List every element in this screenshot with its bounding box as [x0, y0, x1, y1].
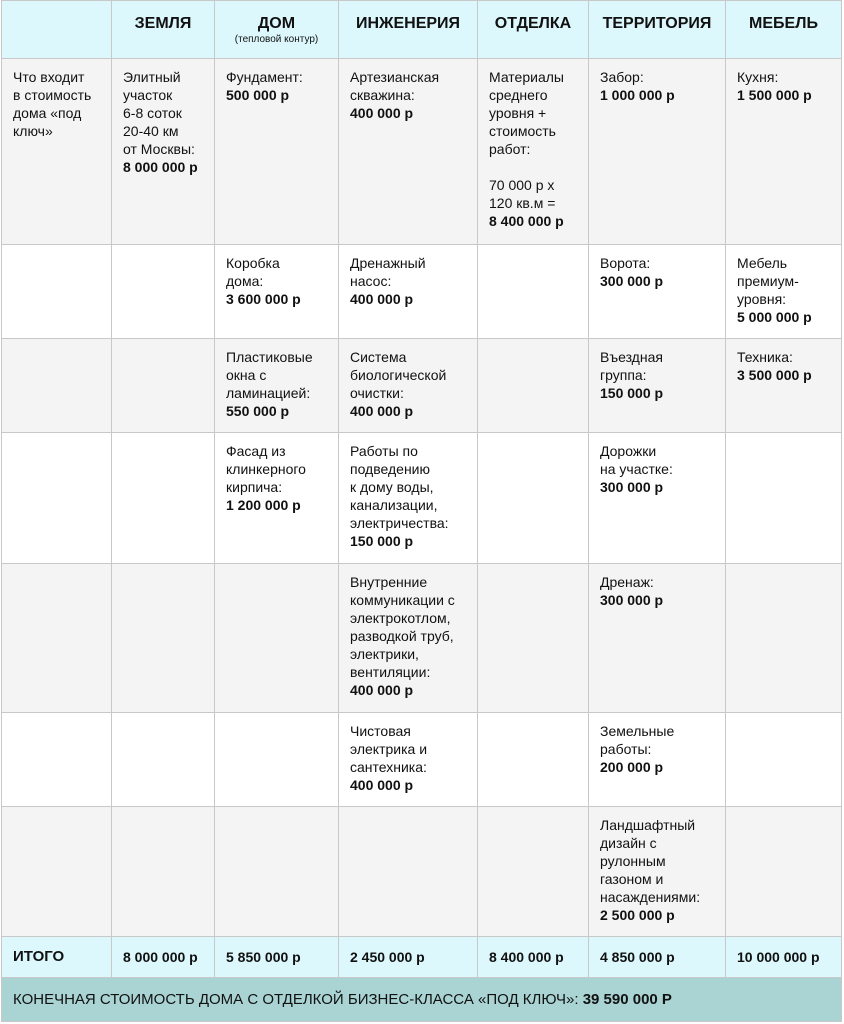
- engineering-cell: [339, 245, 478, 339]
- header-furniture-title: МЕБЕЛЬ: [749, 15, 818, 32]
- row-label-cell: [2, 564, 112, 713]
- engineering-cell: [339, 59, 478, 245]
- house-price: 550 000 р: [226, 403, 290, 419]
- final-cost-cell: [2, 978, 842, 1022]
- house-label: Фундамент:: [226, 69, 303, 85]
- land-cell: [112, 807, 215, 937]
- engineering-label: Внутренние коммуникации с электрокотлом, разводкой труб, электрики, вентиляции:: [350, 574, 455, 680]
- finishing-label: Материалы среднего уровня + стоимость работ:: [489, 69, 564, 157]
- house-price: 3 600 000 р: [226, 291, 301, 307]
- furniture-label: Кухня:: [737, 69, 779, 85]
- territory-cell: [589, 807, 726, 937]
- finishing-cell: [478, 433, 589, 564]
- land-cell: [112, 433, 215, 564]
- house-cell: [215, 59, 339, 245]
- territory-price: 200 000 р: [600, 759, 664, 775]
- total-finishing: 8 400 000 р: [478, 937, 589, 978]
- table-row: [2, 713, 842, 807]
- header-finishing: [478, 1, 589, 59]
- finishing-cell: [478, 807, 589, 937]
- territory-price: 300 000 р: [600, 479, 664, 495]
- territory-label: Дренаж:: [600, 574, 654, 590]
- total-engineering: 2 450 000 р: [339, 937, 478, 978]
- finishing-cell: [478, 564, 589, 713]
- engineering-cell: [339, 807, 478, 937]
- header-land-title: ЗЕМЛЯ: [134, 15, 192, 32]
- furniture-label: Техника:: [737, 349, 793, 365]
- furniture-cell: [726, 245, 842, 339]
- engineering-label: Чистовая электрика и сантехника:: [350, 723, 428, 775]
- total-furniture: 10 000 000 р: [726, 937, 842, 978]
- land-cell: [112, 713, 215, 807]
- row-label-cell: [2, 245, 112, 339]
- engineering-price: 400 000 р: [350, 291, 414, 307]
- header-finishing-title: ОТДЕЛКА: [494, 15, 572, 32]
- territory-label: Въездная группа:: [600, 349, 663, 383]
- land-label: Элитный участок 6-8 соток 20-40 км от Москвы:: [123, 69, 195, 157]
- table-row: [2, 564, 842, 713]
- finishing-gap: [489, 158, 578, 176]
- territory-label: Ландшафтный дизайн с рулонным газоном и насаждениями:: [600, 817, 701, 905]
- table-row: [2, 245, 842, 339]
- house-label: Пластиковые окна с ламинацией:: [226, 349, 313, 401]
- furniture-cell: [726, 433, 842, 564]
- land-price: 8 000 000 р: [123, 159, 198, 175]
- house-label: Коробка дома:: [226, 255, 280, 289]
- header-territory: [589, 1, 726, 59]
- total-territory: 4 850 000 р: [589, 937, 726, 978]
- furniture-cell: [726, 713, 842, 807]
- engineering-label: Артезианская скважина:: [350, 69, 440, 103]
- engineering-price: 400 000 р: [350, 105, 414, 121]
- land-cell: [112, 245, 215, 339]
- totals-row: [2, 937, 842, 978]
- header-engineering-title: ИНЖЕНЕРИЯ: [355, 15, 461, 32]
- territory-cell: [589, 245, 726, 339]
- header-row: [2, 1, 842, 59]
- totals-label: ИТОГО: [2, 937, 112, 978]
- final-cost-price: 39 590 000 Р: [582, 990, 672, 1008]
- engineering-price: 400 000 р: [350, 403, 414, 419]
- header-house-subtitle: (тепловой контур): [234, 34, 319, 45]
- furniture-price: 1 500 000 р: [737, 87, 812, 103]
- finishing-price: 8 400 000 р: [489, 213, 564, 229]
- furniture-price: 5 000 000 р: [737, 309, 812, 325]
- house-cell: [215, 807, 339, 937]
- engineering-price: 150 000 р: [350, 533, 414, 549]
- row-label-cell: [2, 807, 112, 937]
- house-price: 1 200 000 р: [226, 497, 301, 513]
- furniture-cell: [726, 59, 842, 245]
- territory-cell: [589, 59, 726, 245]
- engineering-label: Система биологической очистки:: [350, 349, 447, 401]
- engineering-cell: [339, 433, 478, 564]
- territory-label: Земельные работы:: [600, 723, 675, 757]
- final-cost-label: КОНЕЧНАЯ СТОИМОСТЬ ДОМА С ОТДЕЛКОЙ БИЗНЕС-КЛАССА «ПОД КЛЮЧ»:: [13, 990, 583, 1008]
- header-furniture: [726, 1, 842, 59]
- house-cell: [215, 245, 339, 339]
- final-cost-row: [2, 978, 842, 1022]
- engineering-cell: [339, 339, 478, 433]
- territory-cell: [589, 433, 726, 564]
- finishing-formula: 70 000 р х 120 кв.м =: [489, 177, 556, 211]
- house-cell: [215, 433, 339, 564]
- engineering-cell: [339, 564, 478, 713]
- engineering-price: 400 000 р: [350, 682, 414, 698]
- header-house-title: ДОМ: [257, 15, 296, 32]
- cost-table: [1, 0, 842, 1022]
- finishing-cell: [478, 245, 589, 339]
- land-cell: [112, 339, 215, 433]
- house-cell: [215, 564, 339, 713]
- territory-cell: [589, 713, 726, 807]
- finishing-cell: [478, 713, 589, 807]
- territory-label: Забор:: [600, 69, 644, 85]
- header-engineering: [339, 1, 478, 59]
- table-row: [2, 59, 842, 245]
- house-cell: [215, 713, 339, 807]
- finishing-cell: [478, 59, 589, 245]
- table-row: [2, 339, 842, 433]
- furniture-cell: [726, 564, 842, 713]
- land-cell: [112, 59, 215, 245]
- row-label: Что входит в стоимость дома «под ключ»: [13, 69, 92, 139]
- territory-label: Дорожки на участке:: [600, 443, 673, 477]
- house-label: Фасад из клинкерного кирпича:: [226, 443, 306, 495]
- total-land: 8 000 000 р: [112, 937, 215, 978]
- header-territory-title: ТЕРРИТОРИЯ: [602, 15, 712, 32]
- table-row: [2, 807, 842, 937]
- furniture-label: Мебель премиум- уровня:: [737, 255, 799, 307]
- row-label-cell: [2, 433, 112, 564]
- furniture-price: 3 500 000 р: [737, 367, 812, 383]
- house-cell: [215, 339, 339, 433]
- territory-label: Ворота:: [600, 255, 651, 271]
- engineering-price: 400 000 р: [350, 777, 414, 793]
- furniture-cell: [726, 339, 842, 433]
- territory-cell: [589, 564, 726, 713]
- furniture-cell: [726, 807, 842, 937]
- table-row: [2, 433, 842, 564]
- engineering-label: Дренажный насос:: [350, 255, 426, 289]
- territory-price: 2 500 000 р: [600, 907, 675, 923]
- row-label-cell: [2, 59, 112, 245]
- header-house: [215, 1, 339, 59]
- territory-cell: [589, 339, 726, 433]
- land-cell: [112, 564, 215, 713]
- header-corner: [2, 1, 112, 59]
- engineering-label: Работы по подведению к дому воды, канализации, электричества:: [350, 443, 449, 531]
- engineering-cell: [339, 713, 478, 807]
- row-label-cell: [2, 713, 112, 807]
- total-house: 5 850 000 р: [215, 937, 339, 978]
- house-price: 500 000 р: [226, 87, 290, 103]
- finishing-cell: [478, 339, 589, 433]
- header-land: [112, 1, 215, 59]
- territory-price: 150 000 р: [600, 385, 664, 401]
- territory-price: 300 000 р: [600, 273, 664, 289]
- territory-price: 300 000 р: [600, 592, 664, 608]
- row-label-cell: [2, 339, 112, 433]
- territory-price: 1 000 000 р: [600, 87, 675, 103]
